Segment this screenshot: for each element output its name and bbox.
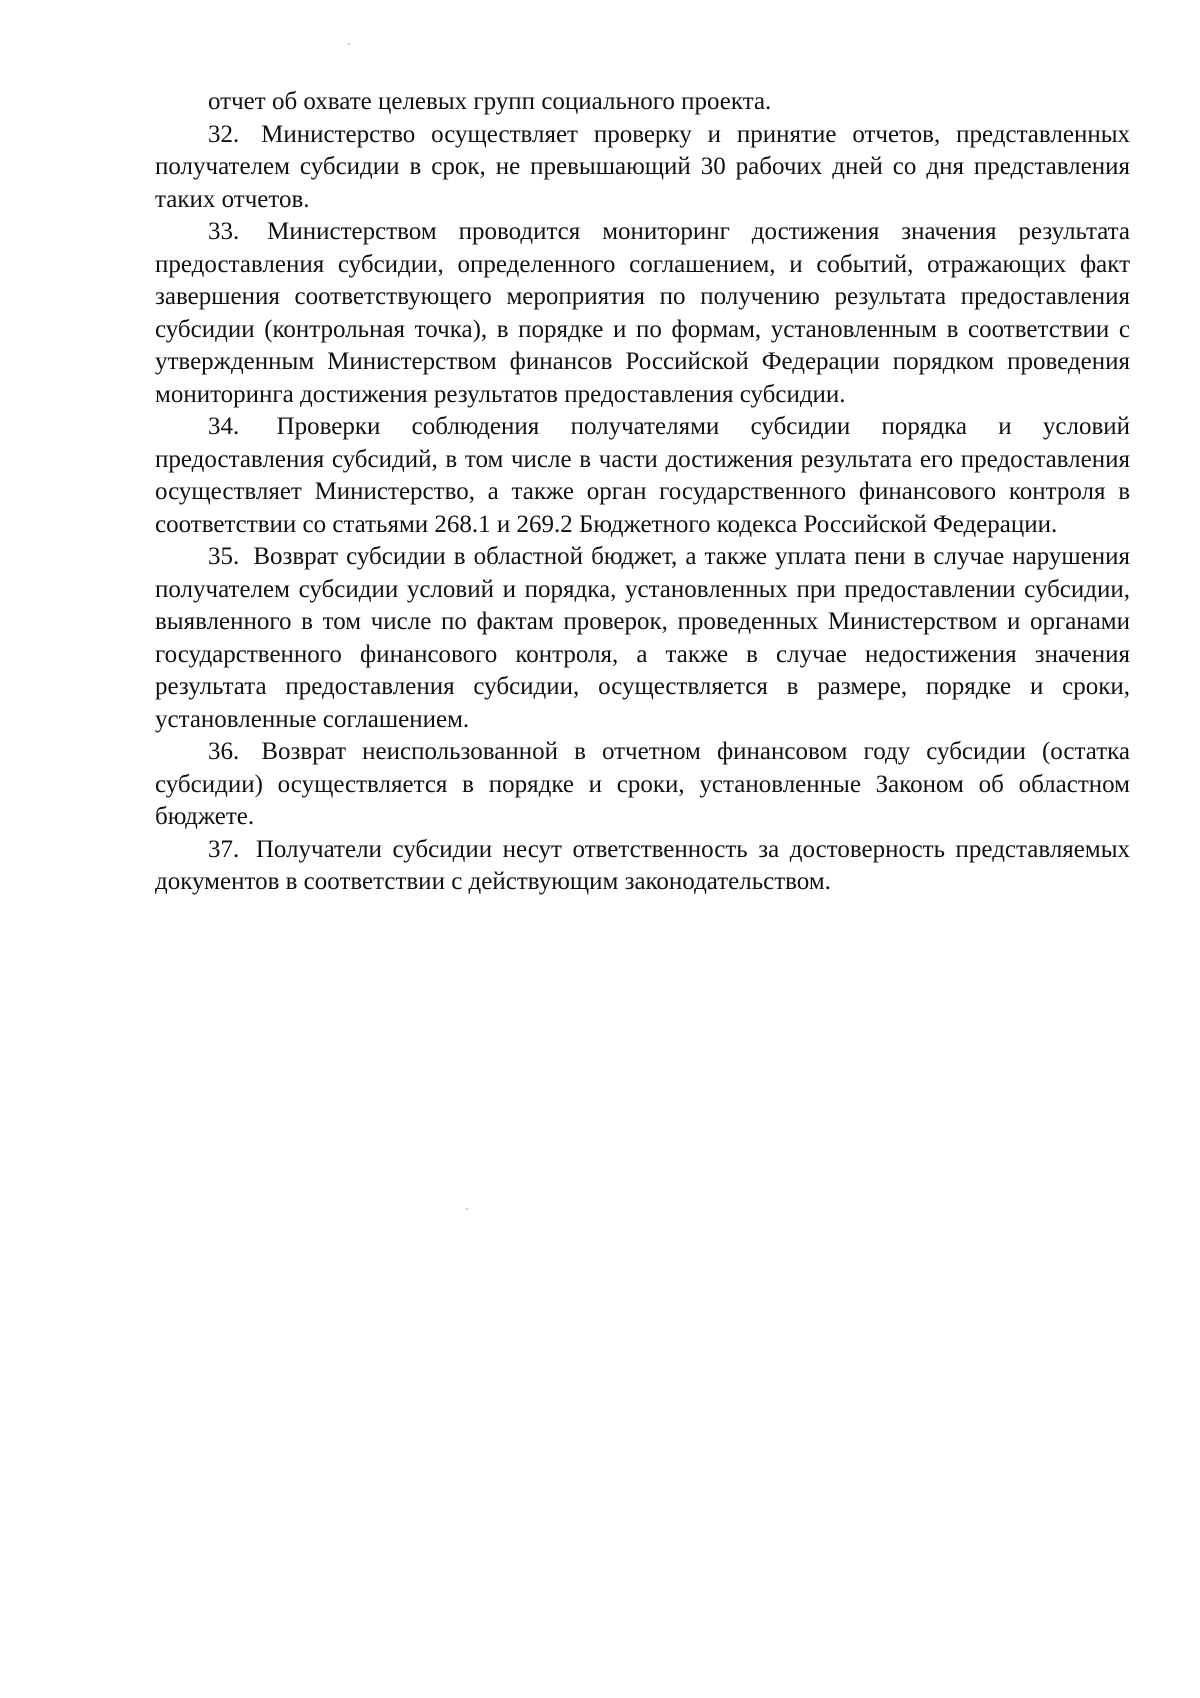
paragraph-number: 34. [208,413,240,440]
paragraph-number: 36. [208,738,240,765]
paragraph-32 [155,119,1130,217]
paragraph-33 [155,216,1130,411]
paragraph-37 [155,834,1130,899]
paragraph-35 [155,541,1130,736]
paragraph-text: Возврат субсидии в областной бюджет, а также уплата пени в случае нарушения получателем субсидии условий и порядка, установленных при предоставлении субсидии, выявленного в том числе по фактам проверок, проведенных Министерством и органами государственного финансового контроля, а также в случае недостижения значения результата предоставления субсидии, осуществляется в размере, порядке и сроки, установленные соглашением. [155,543,1131,733]
paragraph-number: 35. [208,543,240,570]
paragraph-text: Возврат неиспользованной в отчетном финансовом году субсидии (остатка субсидии) осуществляется в порядке и сроки, установленные Законом об областном бюджете. [155,738,1130,830]
scan-speck [466,1208,468,1210]
scan-speck [348,43,350,45]
paragraph-number: 33. [208,218,240,245]
intro-line-text: отчет об охвате целевых групп социального проекта. [208,88,772,115]
paragraph-text: Получатели субсидии несут ответственность за достоверность представляемых документов в соответствии с действующим законодательством. [155,835,1131,895]
paragraph-text: Министерство осуществляет проверку и принятие отчетов, представленных получателем субсидии в срок, не превышающий 30 рабочих дней со дня представления таких отчетов. [155,120,1130,213]
paragraph-number: 32. [208,120,240,148]
paragraph-number: 37. [208,835,240,863]
paragraph-36 [155,736,1130,834]
document-body [155,86,1130,899]
paragraph-text: Проверки соблюдения получателями субсидии порядка и условий предоставления субсидий, в том числе в части достижения результата его предоставления осуществляет Министерство, а также орган государственного финансового контроля в соответствии со статьями 268.1 и 269.2 Бюджетного кодекса Российской Федерации. [155,413,1131,538]
paragraph-34 [155,411,1130,541]
intro-line [155,86,1130,119]
paragraph-text: Министерством проводится мониторинг достижения значения результата предоставления субсидии, определенного соглашением, и событий, отражающих факт завершения соответствующего мероприятия по получению результата предоставления субсидии (контрольная точка), в порядке и по формам, установленным в соответствии с утвержденным Министерством финансов Российской Федерации порядком проведения мониторинга достижения результатов предоставления субсидии. [155,218,1130,408]
